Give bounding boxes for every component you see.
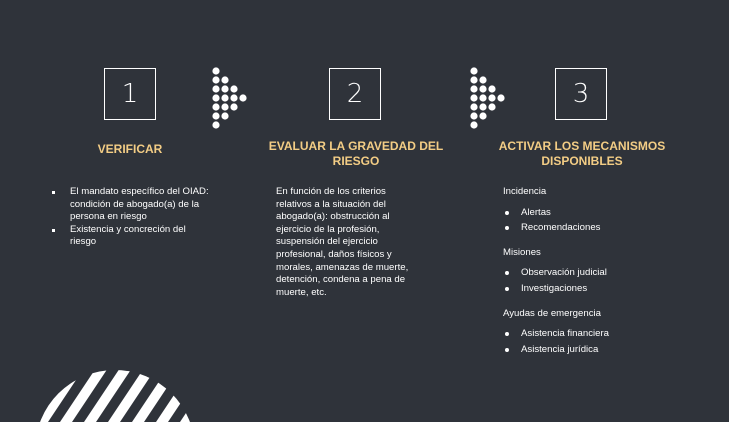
step-2-paragraph: En función de los criterios relativos a la situación del abogado(a): obstrucción al ejercicio de la profesión, suspensión del ejercicio profesional, daños físicos y morales, amenazas de muerte, detención, condena a pena de muerte, etc. — [276, 186, 409, 298]
group-label: Incidencia — [503, 186, 547, 197]
dotted-arrow-icon — [468, 66, 510, 136]
list-item: Investigaciones — [503, 283, 703, 296]
step-1-number-box — [104, 68, 156, 120]
list-item: Existencia y concreción del riesgo — [52, 224, 212, 249]
list-item: El mandato específico del OIAD: condición de abogado(a) de la persona en riesgo — [52, 186, 212, 224]
group-incidencia — [503, 186, 703, 235]
striped-circle-icon — [30, 362, 200, 422]
step-3-number-box — [555, 68, 607, 120]
group-misiones — [503, 247, 703, 296]
group-ayudas — [503, 308, 703, 357]
step-3-title: ACTIVAR LOS MECANISMOS DISPONIBLES — [498, 139, 666, 168]
step-2-number: 2 — [346, 79, 364, 109]
list-item: Recomendaciones — [503, 222, 703, 235]
list-item: Observación judicial — [503, 267, 703, 280]
dotted-arrow-icon — [210, 66, 252, 136]
list-item: Alertas — [503, 207, 703, 220]
step-1-bullets — [52, 186, 212, 249]
step-3-number: 3 — [572, 79, 590, 109]
step-3-groups — [503, 186, 703, 356]
step-2-number-box — [329, 68, 381, 120]
list-item: Asistencia financiera — [503, 328, 703, 341]
group-label: Ayudas de emergencia — [503, 307, 601, 319]
step-1-number: 1 — [121, 79, 139, 109]
step-2-title: EVALUAR LA GRAVEDAD DEL RIESGO — [268, 139, 444, 168]
list-item: Asistencia jurídica — [503, 344, 703, 357]
group-label: Misiones — [503, 246, 541, 258]
step-1-title: VERIFICAR — [97, 142, 163, 156]
